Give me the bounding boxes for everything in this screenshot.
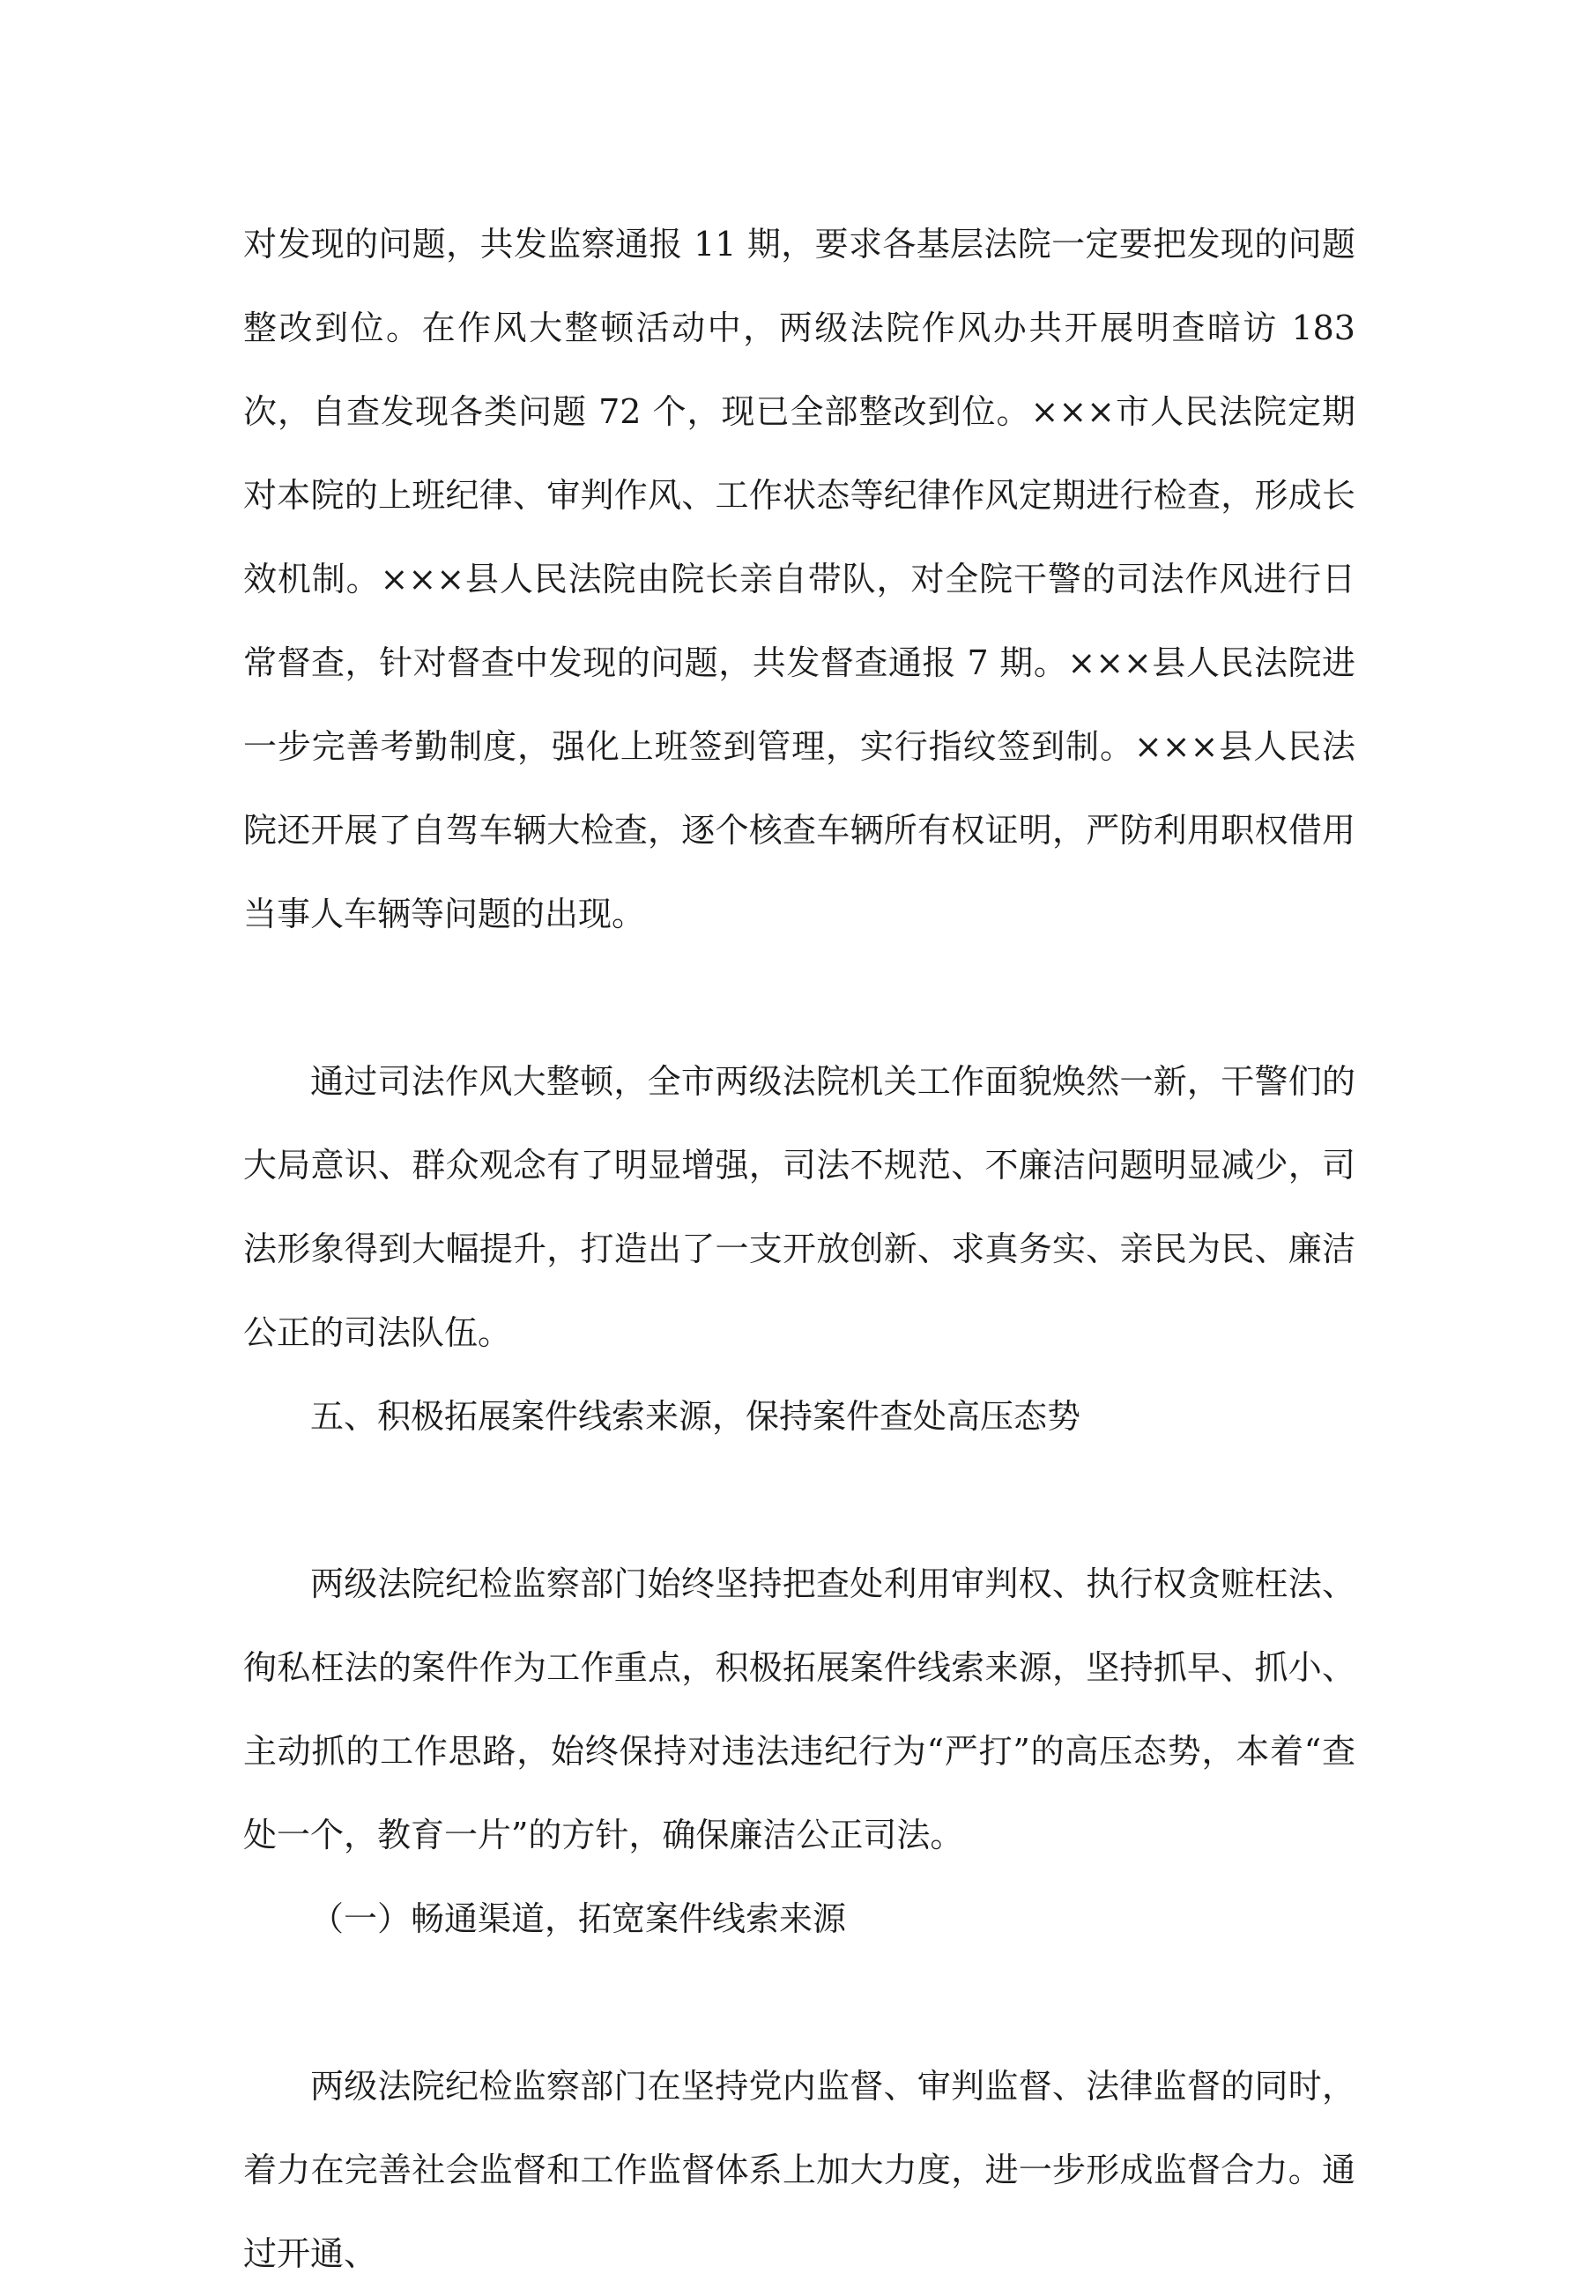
paragraph-continued: 对发现的问题，共发监察通报 11 期，要求各基层法院一定要把发现的问题整改到位。在作风大整顿活动中，两级法院作风办共开展明查暗访 183 次，自查发现各类问题 72 个，现已全部整改到位。×××市人民法院定期对本院的上班纪律、审判作风、工作状态等纪律作风定期进行检查，形成长效机制。×××县人民法院由院长亲自带队，对全院干警的司法作风进行日常督查，针对督查中发现的问题，共发督查通报 7 期。×××县人民法院进一步完善考勤制度，强化上班签到管理，实行指纹签到制。×××县人民法院还开展了自驾车辆大检查，逐个核查车辆所有权证明，严防利用职权借用当事人车辆等问题的出现。 [243, 225, 1355, 933]
paragraph-section-intro: 两级法院纪检监察部门始终坚持把查处利用审判权、执行权贪赃枉法、徇私枉法的案件作为工作重点，积极拓展案件线索来源，坚持抓早、抓小、主动抓的工作思路，始终保持对违法违纪行为“严打”的高压态势，本着“查处一个，教育一片”的方针，确保廉洁公正司法。 [243, 1564, 1355, 1854]
subsection-heading: （一）畅通渠道，拓宽案件线索来源 [310, 1899, 847, 1938]
section-heading: 五、积极拓展案件线索来源，保持案件查处高压态势 [310, 1397, 1081, 1436]
paragraph-summary: 通过司法作风大整顿，全市两级法院机关工作面貌焕然一新，干警们的大局意识、群众观念有了明显增强，司法不规范、不廉洁问题明显减少，司法形象得到大幅提升，打造出了一支开放创新、求真务实、亲民为民、廉洁公正的司法队伍。 [243, 1062, 1355, 1352]
document-body [243, 203, 1355, 2296]
paragraph-subsection-body: 两级法院纪检监察部门在坚持党内监督、审判监督、法律监督的同时，着力在完善社会监督和工作监督体系上加大力度，进一步形成监督合力。通过开通、 [243, 2067, 1355, 2273]
